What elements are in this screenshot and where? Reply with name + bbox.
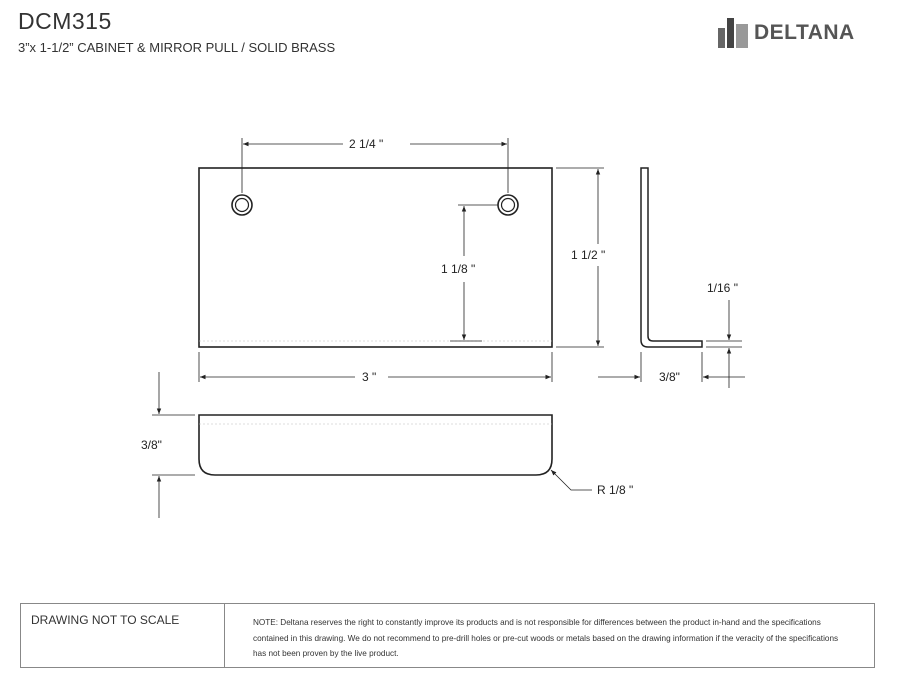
- pull-plate-outline: [199, 168, 552, 347]
- dim-height: [556, 168, 605, 347]
- bottom-view: [199, 415, 552, 475]
- brand-name: DELTANA: [754, 21, 855, 44]
- side-view: [641, 168, 702, 347]
- dim-hole-spacing-label: 2 1/4 ": [349, 137, 384, 151]
- dim-width-label: 3 ": [362, 370, 377, 384]
- scale-note: DRAWING NOT TO SCALE: [21, 604, 225, 667]
- front-view: [199, 168, 552, 347]
- dim-depth-bottom: [141, 372, 195, 518]
- dim-depth-side-label: 3/8": [659, 370, 680, 384]
- dim-height-label: 1 1/2 ": [571, 248, 606, 262]
- footer-notes: [20, 603, 875, 668]
- dim-thickness-label: 1/16 ": [707, 281, 738, 295]
- dim-thickness: [706, 281, 742, 388]
- dim-hole-height: [441, 205, 498, 341]
- dim-depth-bottom-label: 3/8": [141, 438, 162, 452]
- dim-hole-spacing: [242, 137, 508, 193]
- dim-hole-height-label: 1 1/8 ": [441, 262, 476, 276]
- l-profile-outline: [641, 168, 702, 347]
- product-code: DCM315: [18, 8, 112, 34]
- disclaimer-note: NOTE: Deltana reserves the right to constantly improve its products and is not responsible for differences between the product in-hand and the specifications contained in this drawing. We do not recommend to pre-drill holes or pre-cut woods or metals based on the drawing information if the veracity of the specifications has not been proven by the live product.: [253, 618, 839, 658]
- dim-width: [199, 352, 552, 384]
- dim-radius: [551, 470, 633, 497]
- dim-depth-side: [598, 352, 745, 384]
- product-description: 3”x 1-1/2” CABINET & MIRROR PULL / SOLID BRASS: [18, 40, 336, 55]
- dim-radius-label: R 1/8 ": [597, 483, 634, 497]
